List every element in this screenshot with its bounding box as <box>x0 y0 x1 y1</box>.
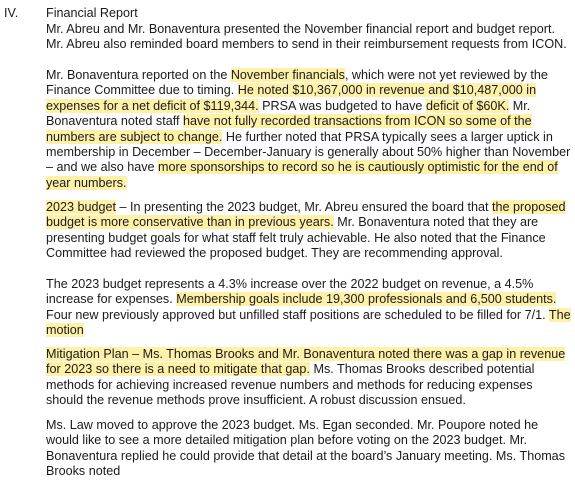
highlighted-text: more sponsorships to record so he is cautiously optimistic for the end of year numbers. <box>46 160 558 190</box>
highlighted-text: November financials <box>230 68 345 82</box>
highlighted-text: He noted $10,367,000 in revenue and $10,487,000 in expenses for a net deficit of $119,344. <box>46 83 537 113</box>
section-title: Financial Report <box>46 6 138 20</box>
highlighted-text: Mitigation Plan – Ms. Thomas Brooks and Mr. Bonaventura noted there was a gap in revenue for 2023 so there is a need to mitigate that gap. <box>46 347 566 377</box>
highlighted-text: The motion <box>46 307 571 338</box>
paragraph-mitigation-plan <box>46 347 571 409</box>
text-run: Mr. Bonaventura reported on the <box>46 68 231 82</box>
text-run: PRSA was budgeted to have <box>258 98 426 113</box>
highlighted-text: Membership goals include 19,300 professionals and 6,500 students. <box>176 292 557 307</box>
text-run: – In presenting the 2023 budget, Mr. Abreu ensured the board that <box>116 200 493 214</box>
highlighted-text: have not fully recorded transactions from ICON so some of the numbers are subject to change. <box>46 114 532 144</box>
text-run: Four new previously approved but unfilled staff positions are scheduled to be filled for 7/1. <box>46 307 549 322</box>
highlighted-text: the proposed budget is more conservative than in previous years. <box>46 200 566 230</box>
text-run: He further noted that PRSA typically sees a larger uptick in membership in December – December-January is generally about 50% higher than November – and we also have <box>46 129 571 175</box>
highlighted-text: deficit of $60K. <box>425 98 510 113</box>
text-run: Ms. Thomas Brooks described potential methods for achieving increased revenue numbers and methods for reducing expenses should the revenue methods prove insufficient. A robust discussion ensued. <box>46 362 535 408</box>
section-number: IV. <box>4 6 19 20</box>
text-run: Ms. Law moved to approve the 2023 budget. Ms. Egan seconded. Mr. Poupore noted he would like to see a more detailed mitigation plan before voting on the 2023 budget. Mr. Bonaventura replied he could provide that detail at the board’s January meeting. Ms. Thomas Brooks noted <box>46 418 565 479</box>
text-run: , which were not yet reviewed by the Finance Committee due to timing. <box>46 68 548 98</box>
paragraph-2023-budget <box>46 200 571 262</box>
text-run: The 2023 budget represents a 4.3% increase over the 2022 budget on revenue, a 4.5% increase for expenses. <box>46 277 534 307</box>
text-run: Mr. Bonaventura noted staff <box>46 98 531 129</box>
paragraph-budget-details <box>46 277 571 339</box>
text-run: Mr. Abreu and Mr. Bonaventura presented the November financial report and budget report. Mr. Abreu also reminded board members to send in their reimbursement requests from ICON. <box>46 22 567 52</box>
highlighted-text: 2023 budget <box>46 200 117 214</box>
paragraph-motion <box>46 418 571 480</box>
text-run: Mr. Bonaventura noted that they are presenting budget goals for what staff felt truly achievable. He also noted that the Finance Committee had reviewed the proposed budget. They are recommending approval. <box>46 215 546 261</box>
paragraph-intro <box>46 22 571 53</box>
paragraph-november-financials <box>46 68 571 191</box>
